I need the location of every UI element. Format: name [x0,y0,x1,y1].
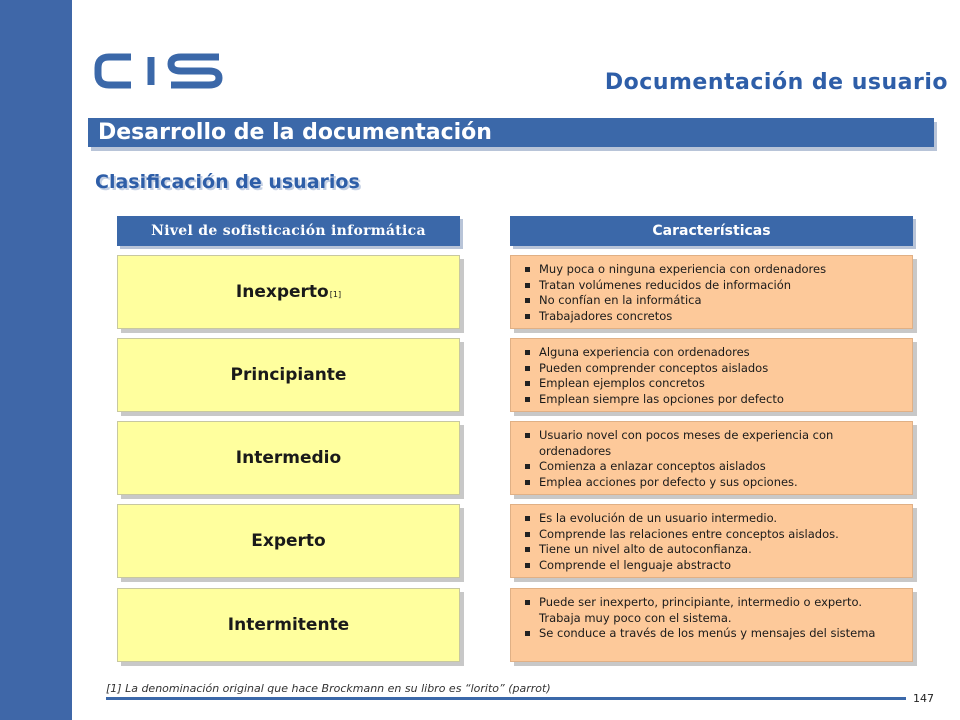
level-label: Intermitente [227,615,350,635]
characteristic-item: Es la evolución de un usuario intermedio. [521,511,902,527]
level-label: Principiante [230,365,347,385]
characteristic-item: No confían en la informática [521,293,902,309]
characteristics-box-principiante [510,338,913,412]
section-title: Desarrollo de la documentación [98,120,492,145]
footer-divider [106,697,906,700]
section-band [88,118,934,147]
characteristic-item: Tiene un nivel alto de autoconfianza. [521,542,902,558]
left-accent-bar [0,0,72,720]
characteristic-item: Comprende el lenguaje abstracto [521,558,902,574]
characteristic-item: Comprende las relaciones entre conceptos aislados. [521,527,902,543]
characteristics-box-experto [510,504,913,578]
characteristic-item: Alguna experiencia con ordenadores [521,345,902,361]
page-number: 147 [913,692,934,705]
level-box-intermitente [117,588,460,662]
footnote-reference: [1] [329,289,342,299]
subsection-title: Clasificación de usuarios [95,171,360,193]
level-label: Inexperto [235,282,329,302]
characteristics-box-inexperto [510,255,913,329]
characteristic-item: Se conduce a través de los menús y mensajes del sistema [521,626,902,642]
characteristic-item: Puede ser inexperto, principiante, intermedio o experto. Trabaja muy poco con el sistema. [521,595,902,626]
characteristic-item: Trabajadores concretos [521,309,902,325]
characteristics-box-intermedio [510,421,913,495]
column-header-level: Nivel de sofisticación informática [117,216,460,246]
level-box-principiante [117,338,460,412]
page-header-title: Documentación de usuario [604,70,948,95]
characteristics-box-intermitente [510,588,913,662]
level-box-inexperto [117,255,460,329]
characteristic-item: Emplean siempre las opciones por defecto [521,392,902,408]
characteristic-item: Muy poca o ninguna experiencia con ordenadores [521,262,902,278]
characteristic-item: Pueden comprender conceptos aislados [521,361,902,377]
level-label: Experto [251,531,326,551]
level-box-experto [117,504,460,578]
characteristic-item: Emplean ejemplos concretos [521,376,902,392]
characteristic-item: Emplea acciones por defecto y sus opciones. [521,475,902,491]
characteristic-item: Comienza a enlazar conceptos aislados [521,459,902,475]
cis-logo [93,52,225,90]
level-label: Intermedio [235,448,342,468]
footnote: [1] La denominación original que hace Brockmann en su libro es “lorito” (parrot) [106,682,551,695]
characteristic-item: Usuario novel con pocos meses de experiencia con ordenadores [521,428,902,459]
characteristic-item: Tratan volúmenes reducidos de información [521,278,902,294]
column-header-characteristics: Características [510,216,913,246]
level-box-intermedio [117,421,460,495]
